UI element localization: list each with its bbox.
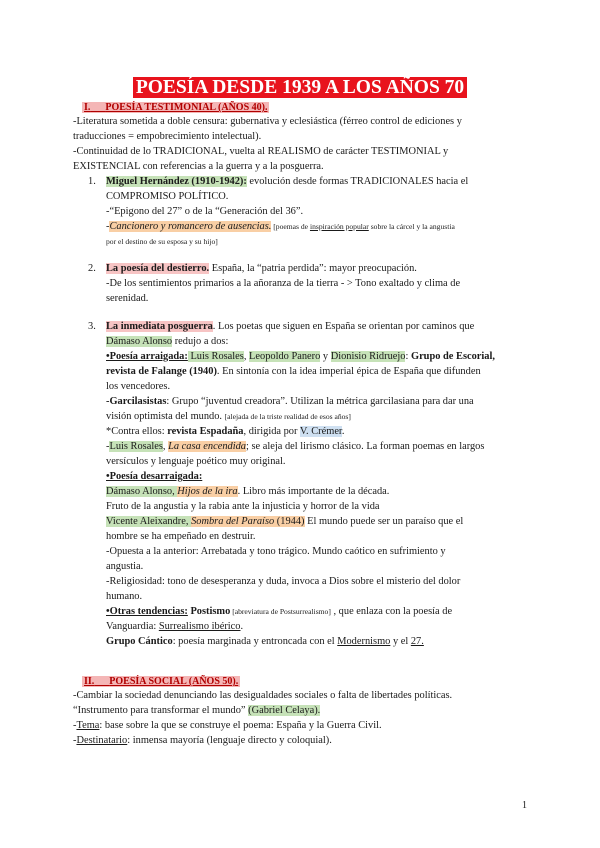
intro-paragraph: -Literatura sometida a doble censura: gubernativa y eclesiástica (férreo control de ediciones y traducciones = empobrecimiento intelectual). -Continuidad de lo TRADICIONAL, vuelta al REALISMO de carácter TESTIMONIAL y EXISTENCIAL con referencias a la guerra y a la posguerra. — [73, 116, 462, 172]
list-number: 3. — [88, 321, 96, 332]
list-number: 2. — [88, 263, 96, 274]
list-item: Miguel Hernández (1910-1942): evolución desde formas TRADICIONALES hacia el COMPROMISO POLÍTICO. -“Epigono del 27” o de la “Generación del 36”. -Cancionero y romancero de ausencias. [poemas de inspiración popular sobre la cárcel y la angustia por el destino de su esposa y su hijo] — [106, 176, 469, 246]
section-heading-2: II. POESÍA SOCIAL (AÑOS 50). — [84, 676, 239, 687]
page-title: POESÍA DESDE 1939 A LOS AÑOS 70 — [0, 76, 600, 100]
list-item: La inmediata posguerra. Los poetas que siguen en España se orientan por caminos que Dámaso Alonso redujo a dos: •Poesía arraigada: Luis Rosales, Leopoldo Panero y Dionisio Ridruejo: Grupo de Escorial, revista de Falange (1940). En sintonía con la idea imperial épica de España que difunden los vencedores. -Garcilasistas: Grupo “juventud creadora”. Utilizan la métrica garcilasiana para dar una visión optimista del mundo. [alejada de la triste realidad de esos años] *Contra ellos: revista Espadaña, dirigida por V. Crémer. -Luis Rosales, La casa encendida; se aleja del lirismo clásico. La forman poemas en largos versículos y lenguaje poético muy original. •Poesía desarraigada: Dámaso Alonso, Hijos de la ira. Libro más importante de la década. Fruto de la angustia y la rabia ante la injusticia y horror de la vida Vicente Aleixandre, Sombra del Paraíso (1944) El mundo puede ser un paraíso que el hombre se ha empeñado en destruir. -Opuesta a la anterior: Arrebatada y tono trágico. Mundo caótico en sufrimiento y angustia. -Religiosidad: tono de desesperanza y duda, invoca a Dios sobre el misterio del dolor humano. •Otras tendencias: Postismo [abreviatura de Postsurrealismo] , que enlaza con la poesía de Vanguardia: Surrealismo ibérico. Grupo Cántico: poesía marginada y entroncada con el Modernismo y el 27. — [106, 321, 495, 647]
list-item: La poesía del destierro. España, la “patria perdida”: mayor preocupación. -De los sentimientos primarios a la añoranza de la tierra - > Tono exaltado y clima de serenidad. — [106, 263, 461, 304]
page-number: 1 — [522, 800, 527, 811]
list-number: 1. — [88, 176, 96, 187]
section-heading-1: I. POESÍA TESTIMONIAL (AÑOS 40). — [84, 102, 268, 113]
social-paragraph: -Cambiar la sociedad denunciando las desigualdades sociales o falta de libertades políticas. “Instrumento para transformar el mundo” (Gabriel Celaya). -Tema: base sobre la que se construye el poema: España y la Guerra Civil. -Destinatario: inmensa mayoría (lenguaje directo y coloquial). — [73, 690, 453, 746]
